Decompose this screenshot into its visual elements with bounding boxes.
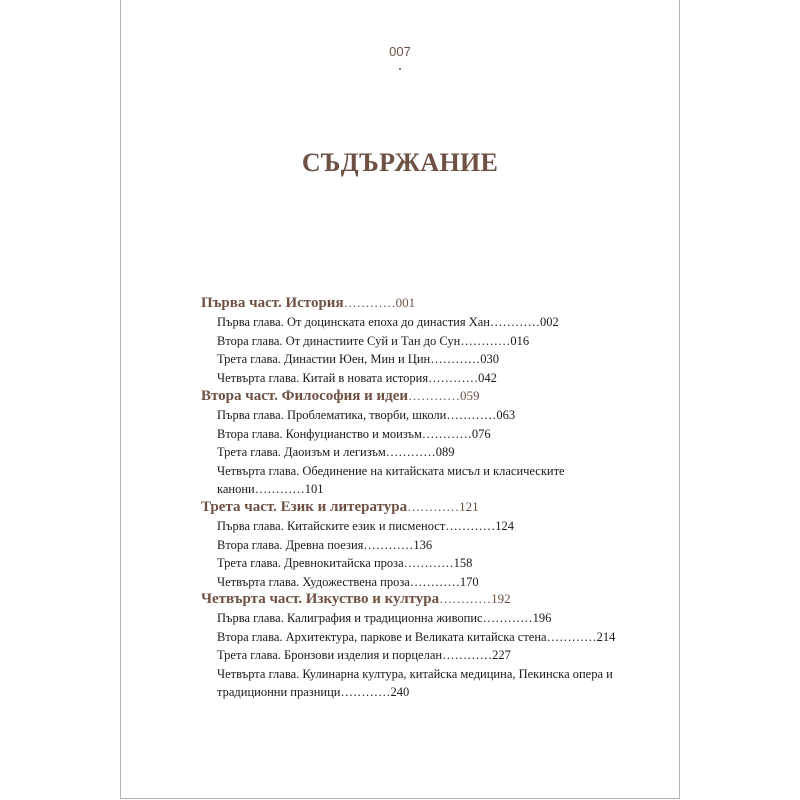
part-heading	[201, 386, 601, 406]
part-title: Първа част. История	[201, 295, 344, 311]
part-heading	[201, 497, 601, 517]
toc-chapter: Трета глава. Даоизъм и легизъм…………089	[217, 445, 455, 459]
toc-part-4	[201, 589, 616, 702]
toc-part-3	[201, 497, 601, 591]
part-page: …………001	[343, 295, 416, 310]
toc-part-1	[201, 293, 601, 387]
toc-chapter-continuation: канони…………101	[217, 482, 324, 496]
toc-chapter-continuation: традиционни празници…………240	[217, 685, 410, 699]
toc-chapter: Четвърта глава. Кулинарна култура, китайска медицина, Пекинска опера и	[217, 666, 613, 681]
toc-chapter: Втора глава. Конфуцианство и моизъм…………076	[217, 426, 491, 441]
part-heading	[201, 293, 601, 313]
toc-chapter: Трета глава. Бронзови изделия и порцелан…………227	[217, 648, 511, 662]
toc-chapter: Първа глава. От доцинската епоха до династия Хан…………002	[217, 315, 559, 329]
toc-chapter: Четвърта глава. Художествена проза…………170	[217, 574, 479, 589]
page-title: СЪДЪРЖАНИЕ	[301, 148, 499, 177]
toc-chapter: Втора глава. От династиите Суй и Тан до Сун…………016	[217, 333, 530, 348]
toc-chapter: Първа глава. Калиграфия и традиционна живопис…………196	[217, 611, 552, 625]
part-title: Четвърта част. Изкуство и култура	[201, 591, 440, 607]
toc-chapter: Четвърта глава. Китай в новата история…………042	[217, 370, 497, 385]
part-page: …………121	[407, 499, 479, 514]
toc-chapter: Трета глава. Династии Юен, Мин и Цин…………030	[217, 352, 499, 366]
book-page	[120, 0, 680, 799]
toc-part-2	[201, 386, 601, 499]
toc-chapter: Трета глава. Древнокитайска проза…………158	[217, 556, 473, 570]
part-page: …………192	[439, 591, 511, 606]
page-number-dot	[399, 68, 401, 70]
part-title: Трета част. Език и литература	[201, 499, 408, 515]
toc-chapter: Четвърта глава. Обединение на китайската мисъл и класическите	[217, 463, 565, 478]
part-title: Втора част. Философия и идеи	[201, 388, 409, 404]
part-page: …………059	[408, 388, 480, 403]
toc-chapter: Втора глава. Архитектура, паркове и Великата китайска стена…………214	[217, 629, 616, 644]
part-heading	[201, 589, 601, 609]
toc-chapter: Първа глава. Китайските език и писменост…………124	[217, 519, 515, 533]
toc-chapter: Първа глава. Проблематика, творби, школи…………063	[217, 408, 516, 422]
page-number: 007	[389, 44, 411, 59]
toc-chapter: Втора глава. Древна поезия…………136	[217, 537, 433, 552]
